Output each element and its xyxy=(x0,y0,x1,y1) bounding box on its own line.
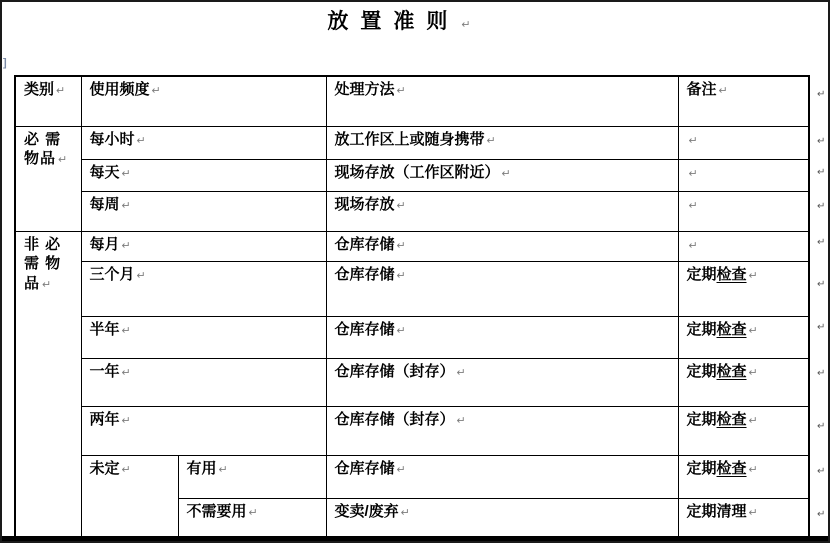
remark-text: 定期 xyxy=(686,265,717,283)
method-cell[interactable] xyxy=(326,455,678,498)
subfrequency-text: 有用 xyxy=(186,459,217,477)
remark-cell[interactable] xyxy=(678,406,809,455)
pilcrow-icon: ↵ xyxy=(56,85,66,97)
remark-cell[interactable] xyxy=(678,231,809,261)
pilcrow-icon: ↵ xyxy=(121,414,131,427)
pilcrow-icon: ↵ xyxy=(396,239,406,252)
method-text: 放工作区上或随身携带 xyxy=(334,130,485,148)
method-cell[interactable] xyxy=(326,261,678,316)
header-category-label: 类别 xyxy=(24,81,55,98)
frequency-cell[interactable] xyxy=(81,126,326,159)
frequency-cell[interactable] xyxy=(81,159,326,191)
pilcrow-icon: ↵ xyxy=(58,154,68,166)
group-label-line: 必 需 xyxy=(24,130,62,148)
method-cell[interactable] xyxy=(326,159,678,191)
pilcrow-icon: ↵ xyxy=(136,134,146,147)
pilcrow-icon: ↵ xyxy=(136,269,146,282)
table-row xyxy=(15,191,809,231)
frequency-cell[interactable] xyxy=(81,358,326,406)
method-text: 仓库存储 xyxy=(334,235,395,253)
method-cell[interactable] xyxy=(326,358,678,406)
table-row xyxy=(15,316,809,358)
frequency-cell[interactable] xyxy=(81,316,326,358)
page-title-text: 放置准则 xyxy=(327,10,460,33)
row-end-mark-icon: ↵ xyxy=(817,167,826,178)
pilcrow-icon: ↵ xyxy=(688,199,698,212)
frequency-text: 每周 xyxy=(89,195,120,213)
remark-text: 定期 xyxy=(686,459,717,477)
table-row xyxy=(15,126,809,159)
method-text: 仓库存储 xyxy=(334,265,395,283)
pilcrow-icon: ↵ xyxy=(748,366,758,379)
group-cell-necessary[interactable] xyxy=(15,126,81,231)
pilcrow-icon: ↵ xyxy=(121,199,131,212)
header-method-label: 处理方法 xyxy=(334,81,395,98)
frequency-text: 每月 xyxy=(89,235,120,253)
pilcrow-icon: ↵ xyxy=(456,366,466,379)
pilcrow-icon: ↵ xyxy=(748,324,758,337)
frequency-cell-undetermined[interactable] xyxy=(81,455,178,543)
pilcrow-icon: ↵ xyxy=(486,134,496,147)
pilcrow-icon: ↵ xyxy=(396,324,406,337)
method-cell[interactable] xyxy=(326,191,678,231)
row-end-mark-icon: ↵ xyxy=(817,421,826,432)
frequency-cell[interactable] xyxy=(81,406,326,455)
pilcrow-icon: ↵ xyxy=(248,506,258,519)
pilcrow-icon: ↵ xyxy=(718,85,728,97)
remark-text: 定期清理 xyxy=(686,502,747,520)
remark-underlined-text: 检查 xyxy=(716,265,747,283)
header-remark-label: 备注 xyxy=(686,81,717,98)
group-cell-nonnecessary[interactable] xyxy=(15,231,81,543)
frequency-cell[interactable] xyxy=(81,231,326,261)
pilcrow-icon: ↵ xyxy=(688,239,698,252)
method-cell[interactable] xyxy=(326,406,678,455)
pilcrow-icon: ↵ xyxy=(151,85,161,97)
row-end-mark-icon: ↵ xyxy=(817,201,826,212)
frequency-text: 三个月 xyxy=(89,265,135,283)
table-row xyxy=(15,455,809,498)
subfrequency-cell[interactable] xyxy=(178,455,326,498)
method-text: 仓库存储 xyxy=(334,320,395,338)
method-cell[interactable] xyxy=(326,231,678,261)
remark-cell[interactable] xyxy=(678,126,809,159)
pilcrow-icon: ↵ xyxy=(396,199,406,212)
frequency-text: 半年 xyxy=(89,320,120,338)
frequency-cell[interactable] xyxy=(81,261,326,316)
group-label-line: 需 物 xyxy=(24,255,62,272)
row-end-mark-icon: ↵ xyxy=(817,509,826,520)
pilcrow-icon: ↵ xyxy=(501,167,511,180)
pilcrow-icon: ↵ xyxy=(688,167,698,180)
row-end-mark-icon: ↵ xyxy=(817,136,826,147)
method-text: 仓库存储（封存） xyxy=(334,362,455,380)
remark-cell[interactable] xyxy=(678,191,809,231)
pilcrow-icon: ↵ xyxy=(396,85,406,97)
method-text: 现场存放 xyxy=(334,195,395,213)
method-text: 现场存放（工作区附近） xyxy=(334,163,500,181)
header-frequency[interactable] xyxy=(81,76,326,126)
remark-cell[interactable] xyxy=(678,261,809,316)
remark-underlined-text: 检查 xyxy=(716,320,747,338)
pilcrow-icon: ↵ xyxy=(42,278,52,291)
placement-table xyxy=(14,75,810,543)
remark-cell[interactable] xyxy=(678,316,809,358)
left-margin-anchor-icon: ] xyxy=(3,57,7,69)
frequency-text: 每小时 xyxy=(89,130,135,148)
remark-cell[interactable] xyxy=(678,455,809,498)
remark-underlined-text: 检查 xyxy=(716,459,747,477)
table-row xyxy=(15,358,809,406)
group-label-line: 品 ↵ xyxy=(24,274,52,292)
method-text: 变卖/废弃 xyxy=(334,502,399,520)
row-end-mark-icon: ↵ xyxy=(817,237,826,248)
table-bottom-border xyxy=(2,536,830,541)
header-method[interactable] xyxy=(326,76,678,126)
row-end-mark-icon: ↵ xyxy=(817,89,826,100)
table-row xyxy=(15,406,809,455)
remark-text: 定期 xyxy=(686,410,717,428)
frequency-cell[interactable] xyxy=(81,191,326,231)
method-cell[interactable] xyxy=(326,316,678,358)
pilcrow-icon: ↵ xyxy=(461,19,471,31)
pilcrow-icon: ↵ xyxy=(748,269,758,282)
header-remark[interactable] xyxy=(678,76,809,126)
method-text: 仓库存储（封存） xyxy=(334,410,455,428)
pilcrow-icon: ↵ xyxy=(121,366,131,379)
remark-text: 定期 xyxy=(686,362,717,380)
frequency-text: 两年 xyxy=(89,410,120,428)
pilcrow-icon: ↵ xyxy=(456,414,466,427)
subfrequency-text: 不需要用 xyxy=(186,502,247,520)
page-title[interactable] xyxy=(2,5,796,35)
frequency-text: 每天 xyxy=(89,163,120,181)
pilcrow-icon: ↵ xyxy=(396,269,406,282)
frequency-text: 未定 xyxy=(89,459,120,477)
pilcrow-icon: ↵ xyxy=(121,167,131,180)
pilcrow-icon: ↵ xyxy=(400,506,410,519)
pilcrow-icon: ↵ xyxy=(121,463,131,476)
table-row xyxy=(15,261,809,316)
header-category[interactable] xyxy=(15,76,81,126)
row-end-mark-icon: ↵ xyxy=(817,279,826,290)
frequency-text: 一年 xyxy=(89,362,120,380)
method-cell[interactable] xyxy=(326,126,678,159)
row-end-mark-icon: ↵ xyxy=(817,368,826,379)
table-row xyxy=(15,231,809,261)
row-end-mark-icon: ↵ xyxy=(817,322,826,333)
pilcrow-icon: ↵ xyxy=(218,463,228,476)
group-label-line: 非 必 xyxy=(24,235,62,253)
pilcrow-icon: ↵ xyxy=(396,463,406,476)
remark-underlined-text: 检查 xyxy=(716,362,747,380)
pilcrow-icon: ↵ xyxy=(121,239,131,252)
pilcrow-icon: ↵ xyxy=(688,134,698,147)
table-row xyxy=(15,159,809,191)
remark-cell[interactable] xyxy=(678,358,809,406)
pilcrow-icon: ↵ xyxy=(748,414,758,427)
header-frequency-label: 使用频度 xyxy=(89,81,150,98)
remark-cell[interactable] xyxy=(678,159,809,191)
header-row xyxy=(15,76,809,126)
pilcrow-icon: ↵ xyxy=(748,506,758,519)
remark-text: 定期 xyxy=(686,320,717,338)
group-label-line: 物品 ↵ xyxy=(24,150,68,167)
row-end-mark-icon: ↵ xyxy=(817,466,826,477)
method-text: 仓库存储 xyxy=(334,459,395,477)
pilcrow-icon: ↵ xyxy=(121,324,131,337)
pilcrow-icon: ↵ xyxy=(748,463,758,476)
remark-underlined-text: 检查 xyxy=(716,410,747,428)
